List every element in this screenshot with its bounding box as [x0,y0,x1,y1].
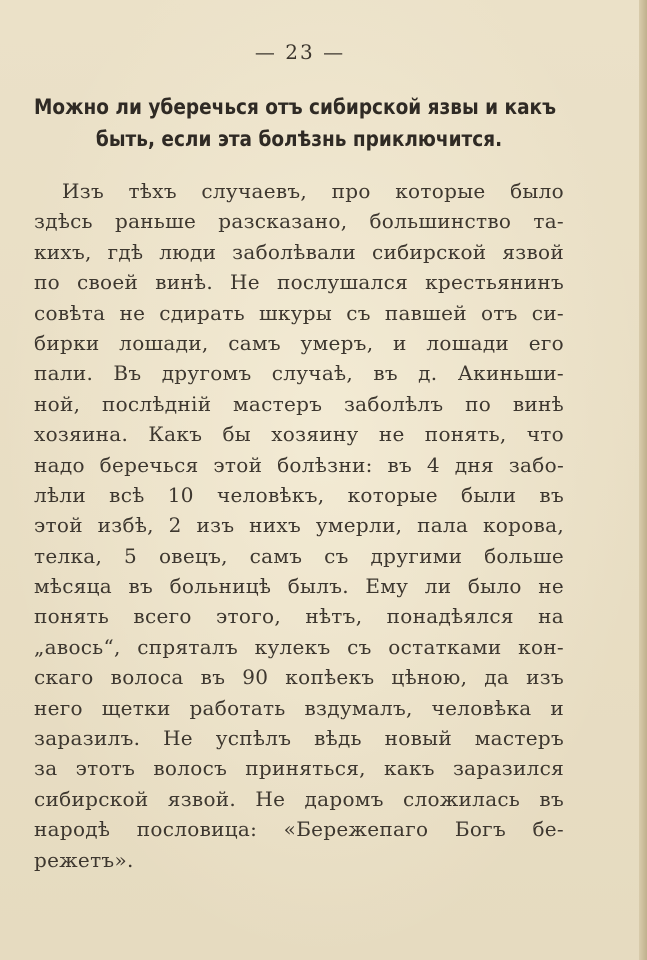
text-line: бирки лошади, самъ умеръ, и лошади его [34,330,564,355]
text-line: сибирской язвой. Не даромъ сложилась въ [34,786,564,811]
text-line: этой избѣ, 2 изъ нихъ умерли, пала корова, [34,513,564,538]
text-line: мѣсяца въ больницѣ былъ. Ему ли было не [34,574,564,599]
text-line: скаго волоса въ 90 копѣекъ цѣною, да изъ [34,665,564,690]
text-line: кихъ, гдѣ люди заболѣвали сибирской язвой [34,239,564,264]
text-line: по своей винѣ. Не послушался крестьянинъ [34,270,564,295]
text-line: совѣта не сдирать шкуры съ павшей отъ си- [34,300,564,325]
heading-line: Можно ли уберечься отъ сибирской язвы и какъ [34,95,557,120]
text-line: телка, 5 овецъ, самъ съ другими больше [34,543,564,568]
text-line: ной, послѣднiй мастеръ заболѣлъ по винѣ [34,391,564,416]
text-line: режетъ». [34,847,134,872]
text-line: надо беречься этой болѣзни: въ 4 дня забо- [34,452,564,477]
body-paragraph [34,176,564,875]
text-line: „авось“, спряталъ кулекъ съ остатками кон- [34,634,564,659]
section-heading [34,92,557,156]
page-number: — 23 — [254,40,346,64]
heading-line: быть, если эта болѣзнь приключится. [95,127,503,152]
text-line: здѣсь раньше разсказано, большинство та- [34,209,564,234]
page-edge [639,0,647,960]
text-line: пали. Въ другомъ случаѣ, въ д. Акиньши- [34,361,564,386]
text-line: за этотъ волосъ приняться, какъ заразился [34,756,564,781]
text-line: лѣли всѣ 10 человѣкъ, которые были въ [34,482,564,507]
text-line: понять всего этого, нѣтъ, понадѣялся на [34,604,564,629]
text-line: хозяина. Какъ бы хозяину не понять, что [34,422,564,447]
text-line: народѣ пословица: «Бережепаго Богъ бе- [34,817,564,842]
text-line: Изъ тѣхъ случаевъ, про которые было [62,179,564,203]
text-line: него щетки работать вздумалъ, человѣка и [34,695,564,720]
text-line: заразилъ. Не успѣлъ вѣдь новый мастеръ [34,726,564,751]
